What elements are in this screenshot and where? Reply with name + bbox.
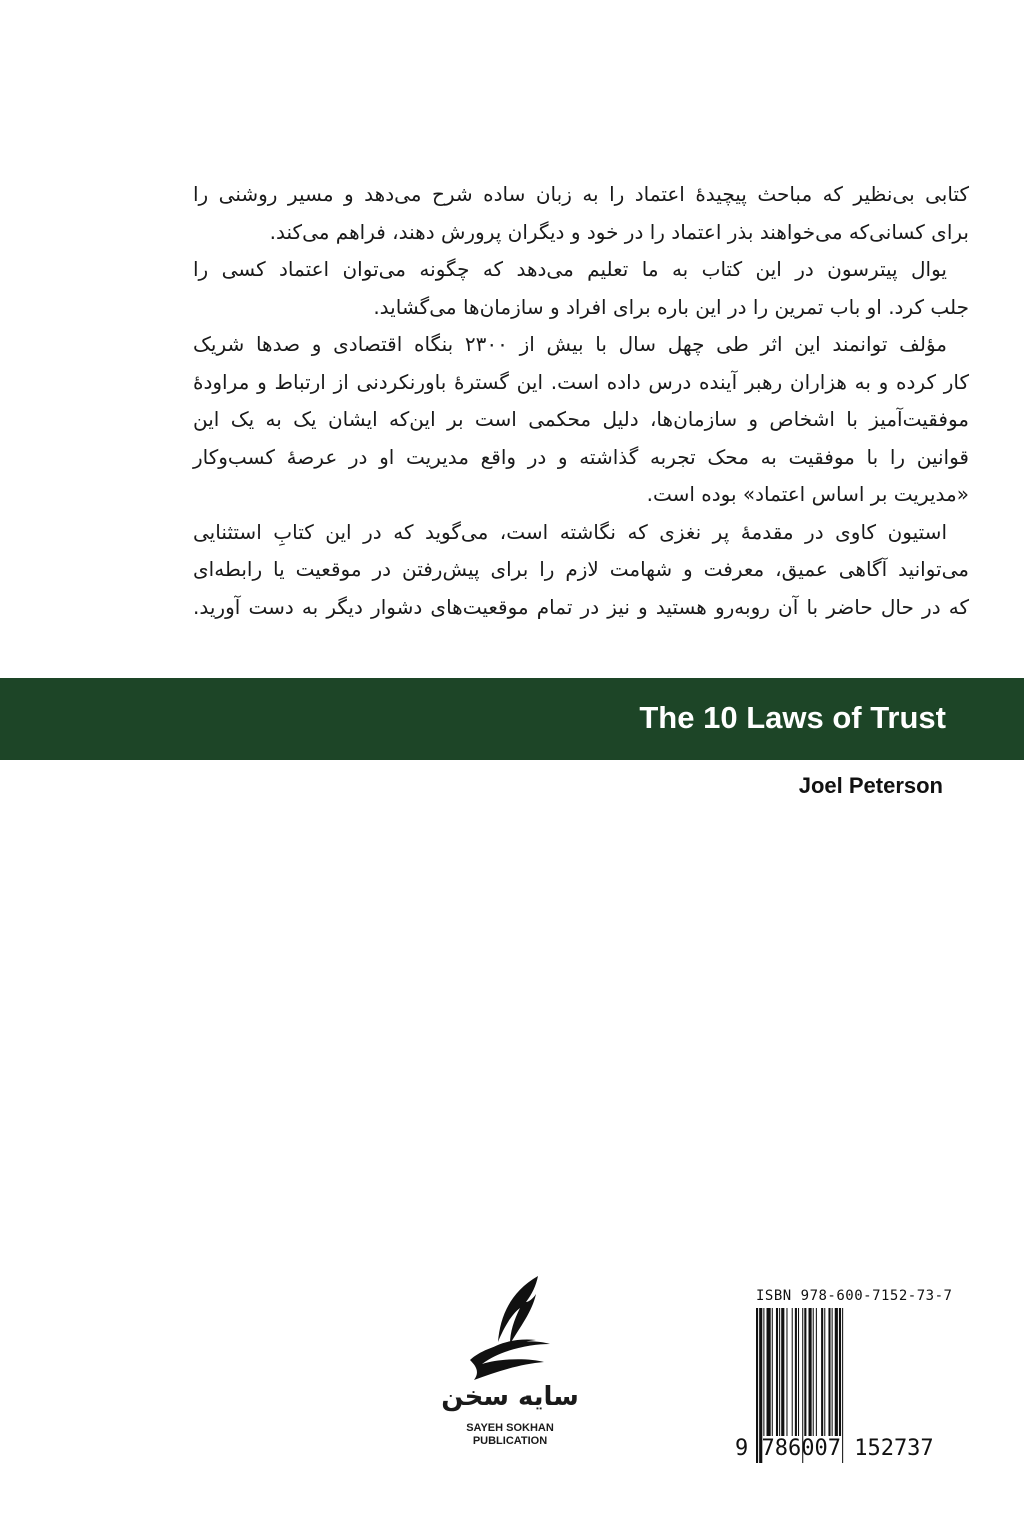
barcode-bar — [776, 1308, 778, 1436]
blurb-line: قوانین را با موفقیت به محک تجربه گذاشته و در واقع مدیریت او در عرصهٔ کسب‌وکار — [193, 444, 969, 469]
blurb-line: می‌توانید آگاهی عمیق، معرفت و شهامت لازم را برای پیش‌رفتن در موقعیت یا رابطه‌ای — [193, 557, 969, 581]
blurb-line: که در حال حاضر با آن روبه‌رو هستید و نیز در تمام موقعیت‌های دشوار دیگر به دست آورید. — [193, 594, 969, 619]
blurb-line: استیون کاوی در مقدمهٔ پر نغزی که نگاشته است، می‌گوید که در این کتابِ استثنایی — [193, 519, 947, 544]
barcode-bar — [804, 1308, 806, 1436]
barcode-bar — [813, 1308, 814, 1436]
barcode-bar — [786, 1308, 787, 1436]
publisher-name-line: SAYEH SOKHAN — [466, 1422, 554, 1434]
barcode-bar — [798, 1308, 799, 1436]
blurb-line: یوال پیترسون در این کتاب به ما تعلیم می‌دهد که چگونه می‌توان اعتماد کسی را — [193, 257, 947, 281]
blurb-line: برای کسانی‌که می‌خواهند بذر اعتماد را در خود و دیگران پرورش دهند، فراهم می‌کند. — [269, 219, 969, 244]
barcode-bar — [835, 1308, 838, 1436]
barcode-bar — [779, 1308, 780, 1436]
barcode-bar — [816, 1308, 817, 1436]
barcode-bar — [795, 1308, 797, 1436]
publisher-name-en — [440, 1422, 580, 1448]
barcode-bar — [772, 1308, 773, 1436]
barcode-bar — [824, 1308, 825, 1436]
blurb-line: موفقیت‌آمیز با اشخاص و سازمان‌ها، دلیل محکمی است بر این‌که ایشان یک به یک این — [193, 407, 969, 431]
barcode-bar — [839, 1308, 841, 1436]
publisher-logo — [440, 1272, 580, 1462]
publisher-name-line: PUBLICATION — [472, 1435, 548, 1447]
barcode-bar — [792, 1308, 793, 1436]
blurb-line: جلب کرد. او باب تمرین را در این باره برای افراد و سازمان‌ها می‌گشاید. — [373, 294, 969, 319]
book-title: The 10 Laws of Trust — [639, 700, 946, 735]
author-name: Joel Peterson — [798, 773, 943, 798]
barcode-bar — [828, 1308, 830, 1436]
blurb-line: مؤلف توانمند این اثر طی چهل سال با بیش از ۲۳۰۰ بنگاه اقتصادی و صدها شریک — [193, 332, 947, 356]
blurb-line: «مدیریت بر اساس اعتماد» بوده است. — [646, 482, 969, 506]
blurb-line: کار کرده و به هزاران رهبر آینده درس داده است. این گسترهٔ باورنکردنی از ارتباط و مراودهٔ — [193, 369, 969, 394]
blurb-line: کتابی بی‌نظیر که مباحث پیچیدهٔ اعتماد را به زبان ساده شرح می‌دهد و مسیر روشنی را — [193, 182, 969, 206]
barcode-bar — [767, 1308, 771, 1436]
barcode-bar — [821, 1308, 823, 1436]
barcode-bar — [763, 1308, 764, 1436]
feather-icon — [440, 1272, 580, 1384]
barcode-digits: 9 786007 152737 — [735, 1436, 934, 1461]
barcode-bar — [809, 1308, 812, 1436]
publisher-name-fa: سایه سخن — [441, 1382, 579, 1412]
barcode-bar — [832, 1308, 833, 1436]
back-cover-blurb — [193, 176, 969, 626]
barcode-bar — [781, 1308, 784, 1436]
isbn-label: ISBN 978-600-7152-73-7 — [756, 1288, 953, 1304]
